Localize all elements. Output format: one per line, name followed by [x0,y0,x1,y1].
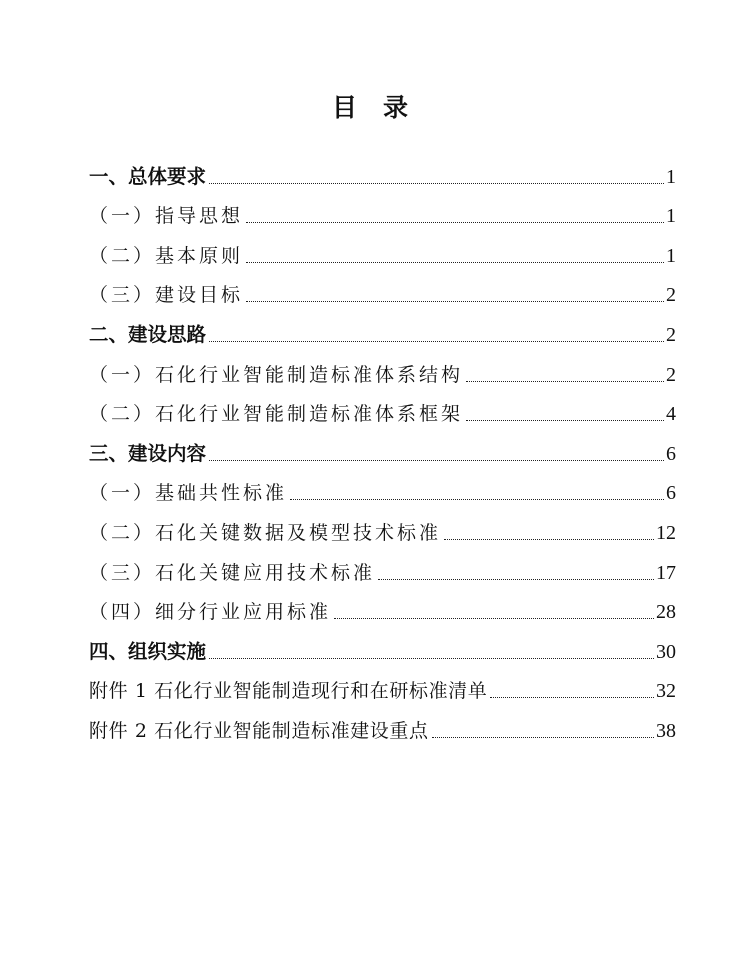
toc-page-number: 6 [666,482,676,505]
dot-leader [466,381,664,382]
dot-leader [490,697,654,698]
page-title: 目录 [331,93,434,122]
dot-leader [246,301,664,302]
toc-page-number: 2 [666,284,676,307]
toc-entry-label: （二）石化行业智能制造标准体系框架 [89,403,464,426]
toc-entry[interactable] [89,194,676,234]
toc-entry[interactable] [89,590,676,630]
toc-page-number: 17 [656,561,676,584]
toc-page-number: 4 [666,403,676,426]
toc-page-number: 12 [656,521,676,544]
toc-entry[interactable] [89,471,676,511]
toc-page-number: 2 [666,323,676,346]
dot-leader [209,460,664,461]
dot-leader [209,183,664,184]
toc-page-number: 28 [656,601,676,624]
toc-entry-label: （一）石化行业智能制造标准体系结构 [89,363,464,386]
toc-entry[interactable] [89,154,676,194]
toc-entry-label: （一）基础共性标准 [89,482,288,505]
dot-leader [432,737,654,738]
toc-page-number: 6 [666,442,676,465]
toc-entry[interactable] [89,233,676,273]
toc-entry-label: 二、建设思路 [89,322,207,346]
toc-entry-label: （三）建设目标 [89,284,244,307]
toc-page-number: 1 [666,244,676,267]
toc-page-number: 1 [666,165,676,188]
dot-leader [466,420,664,421]
toc-entry-label: 四、组织实施 [89,639,207,663]
toc-entry-label: （三）石化关键应用技术标准 [89,561,376,584]
toc-page-number: 2 [666,363,676,386]
toc-entry-label: 附件 2 石化行业智能制造标准建设重点 [89,719,429,742]
dot-leader [334,618,654,619]
toc-entry[interactable] [89,431,676,471]
dot-leader [290,499,664,500]
toc-entry[interactable] [89,550,676,590]
dot-leader [378,579,654,580]
toc-entry-label: 一、总体要求 [89,164,207,188]
toc-entry[interactable] [89,629,676,669]
dot-leader [246,262,664,263]
toc-entry-label: （二）石化关键数据及模型技术标准 [89,521,442,544]
toc-entry-label: 附件 1 石化行业智能制造现行和在研标准清单 [89,680,488,703]
dot-leader [209,658,654,659]
toc-entry[interactable] [89,392,676,432]
toc-entry[interactable] [89,669,676,709]
toc-entry-label: 三、建设内容 [89,441,207,465]
toc-entry-label: （四）细分行业应用标准 [89,601,332,624]
toc-page-number: 38 [656,719,676,742]
toc-page-number: 1 [666,205,676,228]
toc-page-number: 30 [656,640,676,663]
table-of-contents [89,154,676,748]
toc-entry-label: （二）基本原则 [89,244,244,267]
toc-entry[interactable] [89,708,676,748]
toc-entry[interactable] [89,510,676,550]
toc-entry[interactable] [89,352,676,392]
dot-leader [444,539,654,540]
toc-entry[interactable] [89,312,676,352]
dot-leader [209,341,664,342]
dot-leader [246,222,664,223]
toc-entry[interactable] [89,273,676,313]
toc-page-number: 32 [656,680,676,703]
toc-entry-label: （一）指导思想 [89,205,244,228]
